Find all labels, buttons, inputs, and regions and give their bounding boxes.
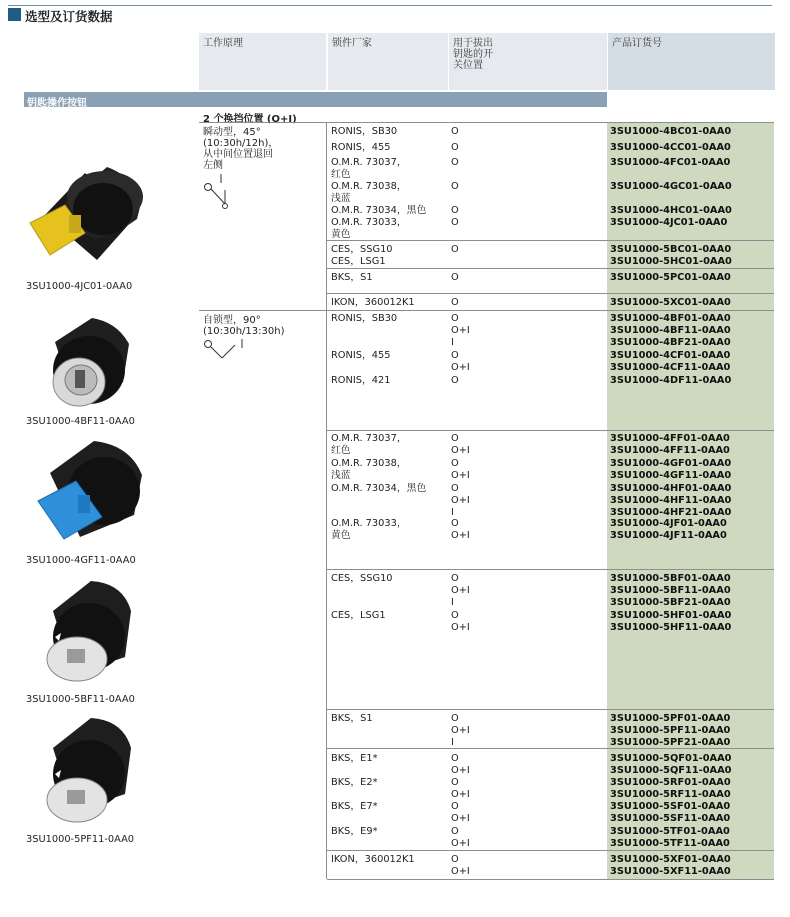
header-principle: 工作原理 (199, 33, 326, 90)
row-rule (199, 122, 774, 123)
momentary-switch-symbol (200, 170, 240, 212)
product-image-yellow-key (25, 155, 155, 277)
page-title: 选型及订货数据 (25, 9, 113, 24)
order-number: 3SU1000-5XC01-0AA0 (610, 297, 731, 308)
maker-label: BKS，S1 (331, 272, 373, 283)
order-number: 3SU1000-4FF11-0AA0 (610, 445, 730, 456)
order-number: 3SU1000-4BF11-0AA0 (610, 325, 731, 336)
position-value: O+I (451, 530, 470, 541)
header-order: 产品订货号 (607, 33, 775, 90)
maker-label: 黄色 (331, 530, 351, 541)
latching-switch-symbol (200, 336, 250, 362)
maker-label: RONIS，421 (331, 375, 391, 386)
maker-label: 红色 (331, 445, 351, 456)
position-value: O (451, 777, 459, 788)
order-number: 3SU1000-4HF21-0AA0 (610, 507, 732, 518)
position-value: O+I (451, 789, 470, 800)
order-number: 3SU1000-4JF11-0AA0 (610, 530, 727, 541)
row-rule (327, 268, 774, 269)
maker-label: O.M.R. 73038， (331, 458, 407, 469)
position-value: O+I (451, 725, 470, 736)
position-value: O+I (451, 866, 470, 877)
order-number: 3SU1000-4BC01-0AA0 (610, 126, 732, 137)
position-value: O (451, 157, 459, 168)
position-value: O+I (451, 495, 470, 506)
order-number: 3SU1000-5HC01-0AA0 (610, 256, 732, 267)
product-caption: 3SU1000-4GF11-0AA0 (26, 555, 136, 566)
maker-label: RONIS，SB30 (331, 313, 398, 324)
position-value: O (451, 181, 459, 192)
position-value: O (451, 573, 459, 584)
title-marker (8, 8, 21, 21)
order-number: 3SU1000-5TF01-0AA0 (610, 826, 730, 837)
position-value: O (451, 854, 459, 865)
maker-label: O.M.R. 73037， (331, 433, 407, 444)
order-number: 3SU1000-4HF11-0AA0 (610, 495, 732, 506)
col-rule (326, 122, 327, 879)
principle-momentary: 瞬动型，45° (10:30h/12h)， 从中间位置退回 左侧 (203, 127, 279, 171)
maker-label: CES，LSG1 (331, 610, 386, 621)
maker-label: O.M.R. 73034，黑色 (331, 205, 427, 216)
position-value: O (451, 244, 459, 255)
position-value: O (451, 483, 459, 494)
product-caption: 3SU1000-4BF11-0AA0 (26, 416, 135, 427)
maker-label: O.M.R. 73033， (331, 518, 407, 529)
maker-label: CES，SSG10 (331, 573, 393, 584)
position-value: O (451, 126, 459, 137)
maker-label: O.M.R. 73037， (331, 157, 407, 168)
order-number: 3SU1000-5BC01-0AA0 (610, 244, 732, 255)
maker-label: 浅蓝 (331, 470, 351, 481)
position-value: O (451, 350, 459, 361)
position-value: O+I (451, 362, 470, 373)
product-caption: 3SU1000-4JC01-0AA0 (26, 281, 133, 292)
position-value: I (451, 737, 454, 748)
product-image-silver-lock (37, 312, 137, 412)
position-value: O (451, 375, 459, 386)
order-number: 3SU1000-4CC01-0AA0 (610, 142, 731, 153)
top-rule (8, 5, 772, 6)
order-number: 3SU1000-5TF11-0AA0 (610, 838, 730, 849)
principle-latching: 自锁型，90° (10:30h/13:30h) (203, 315, 285, 337)
position-value: O (451, 313, 459, 324)
maker-label: 红色 (331, 169, 351, 180)
position-value: O+I (451, 765, 470, 776)
maker-label: BKS，E9* (331, 826, 378, 837)
order-number: 3SU1000-5XF11-0AA0 (610, 866, 731, 877)
maker-label: CES，SSG10 (331, 244, 393, 255)
order-number: 3SU1000-4GC01-0AA0 (610, 181, 732, 192)
order-number: 3SU1000-5RF01-0AA0 (610, 777, 731, 788)
order-number: 3SU1000-4BF01-0AA0 (610, 313, 731, 324)
order-number: 3SU1000-4HF01-0AA0 (610, 483, 732, 494)
order-number: 3SU1000-5BF01-0AA0 (610, 573, 731, 584)
position-value: O (451, 610, 459, 621)
row-rule (327, 240, 774, 241)
maker-label: 浅蓝 (331, 193, 351, 204)
row-rule (327, 879, 774, 880)
order-number: 3SU1000-5PF21-0AA0 (610, 737, 731, 748)
maker-label: O.M.R. 73034，黑色 (331, 483, 427, 494)
order-number: 3SU1000-4CF11-0AA0 (610, 362, 731, 373)
order-number: 3SU1000-5BF11-0AA0 (610, 585, 731, 596)
position-value: O+I (451, 470, 470, 481)
position-value: O (451, 826, 459, 837)
order-number: 3SU1000-4DF11-0AA0 (610, 375, 732, 386)
order-number: 3SU1000-4GF11-0AA0 (610, 470, 732, 481)
position-value: O+I (451, 838, 470, 849)
position-value: I (451, 597, 454, 608)
maker-label: O.M.R. 73038， (331, 181, 407, 192)
order-number: 3SU1000-5BF21-0AA0 (610, 597, 731, 608)
order-number: 3SU1000-5PF11-0AA0 (610, 725, 731, 736)
header-position: 用于拔出 钥匙的开 关位置 (448, 33, 607, 90)
position-value: O (451, 753, 459, 764)
order-number: 3SU1000-4BF21-0AA0 (610, 337, 731, 348)
order-number: 3SU1000-4JC01-0AA0 (610, 217, 728, 228)
order-number: 3SU1000-5QF01-0AA0 (610, 753, 732, 764)
order-number: 3SU1000-5HF01-0AA0 (610, 610, 732, 621)
order-number: 3SU1000-4GF01-0AA0 (610, 458, 732, 469)
position-value: I (451, 337, 454, 348)
order-number: 3SU1000-4FF01-0AA0 (610, 433, 730, 444)
row-rule (327, 293, 774, 294)
maker-label: BKS，E7* (331, 801, 378, 812)
subheading: 2 个换挡位置 (O+I) (203, 114, 297, 125)
position-value: O (451, 142, 459, 153)
position-value: O+I (451, 325, 470, 336)
position-value: O (451, 801, 459, 812)
maker-label: BKS，E2* (331, 777, 378, 788)
order-number: 3SU1000-5XF01-0AA0 (610, 854, 731, 865)
row-rule (199, 310, 774, 311)
position-value: O (451, 713, 459, 724)
maker-label: CES，LSG1 (331, 256, 386, 267)
row-rule (327, 709, 774, 710)
maker-label: RONIS，455 (331, 142, 391, 153)
maker-label: 黄色 (331, 229, 351, 240)
maker-label: BKS，S1 (331, 713, 373, 724)
position-value: O (451, 433, 459, 444)
position-value: I (451, 507, 454, 518)
product-caption: 3SU1000-5PF11-0AA0 (26, 834, 135, 845)
position-value: O+I (451, 585, 470, 596)
order-number: 3SU1000-4CF01-0AA0 (610, 350, 731, 361)
maker-label: RONIS，455 (331, 350, 391, 361)
order-number: 3SU1000-5PC01-0AA0 (610, 272, 731, 283)
product-image-clear-cap (37, 575, 137, 687)
section-bar: 钥匙操作按钮 (24, 92, 607, 107)
position-value: O+I (451, 813, 470, 824)
maker-label: O.M.R. 73033， (331, 217, 407, 228)
order-number: 3SU1000-5QF11-0AA0 (610, 765, 732, 776)
position-value: O (451, 217, 459, 228)
product-caption: 3SU1000-5BF11-0AA0 (26, 694, 135, 705)
row-rule (327, 569, 774, 570)
position-value: O (451, 272, 459, 283)
order-number: 3SU1000-5PF01-0AA0 (610, 713, 731, 724)
position-value: O (451, 518, 459, 529)
order-number: 3SU1000-5HF11-0AA0 (610, 622, 732, 633)
row-rule (327, 850, 774, 851)
order-number: 3SU1000-5SF01-0AA0 (610, 801, 731, 812)
position-value: O (451, 458, 459, 469)
order-number: 3SU1000-4JF01-0AA0 (610, 518, 727, 529)
position-value: O (451, 205, 459, 216)
maker-label: IKON，360012K1 (331, 854, 415, 865)
order-number: 3SU1000-5RF11-0AA0 (610, 789, 731, 800)
maker-label: BKS，E1* (331, 753, 378, 764)
order-number: 3SU1000-5SF11-0AA0 (610, 813, 731, 824)
maker-label: IKON，360012K1 (331, 297, 415, 308)
position-value: O (451, 297, 459, 308)
order-number: 3SU1000-4HC01-0AA0 (610, 205, 732, 216)
product-image-clear-cap-bks (37, 712, 137, 827)
position-value: O+I (451, 445, 470, 456)
maker-label: RONIS，SB30 (331, 126, 398, 137)
header-maker: 锁件厂家 (327, 33, 448, 90)
position-value: O+I (451, 622, 470, 633)
product-image-blue-key (30, 433, 150, 551)
row-rule (327, 430, 774, 431)
order-number: 3SU1000-4FC01-0AA0 (610, 157, 731, 168)
